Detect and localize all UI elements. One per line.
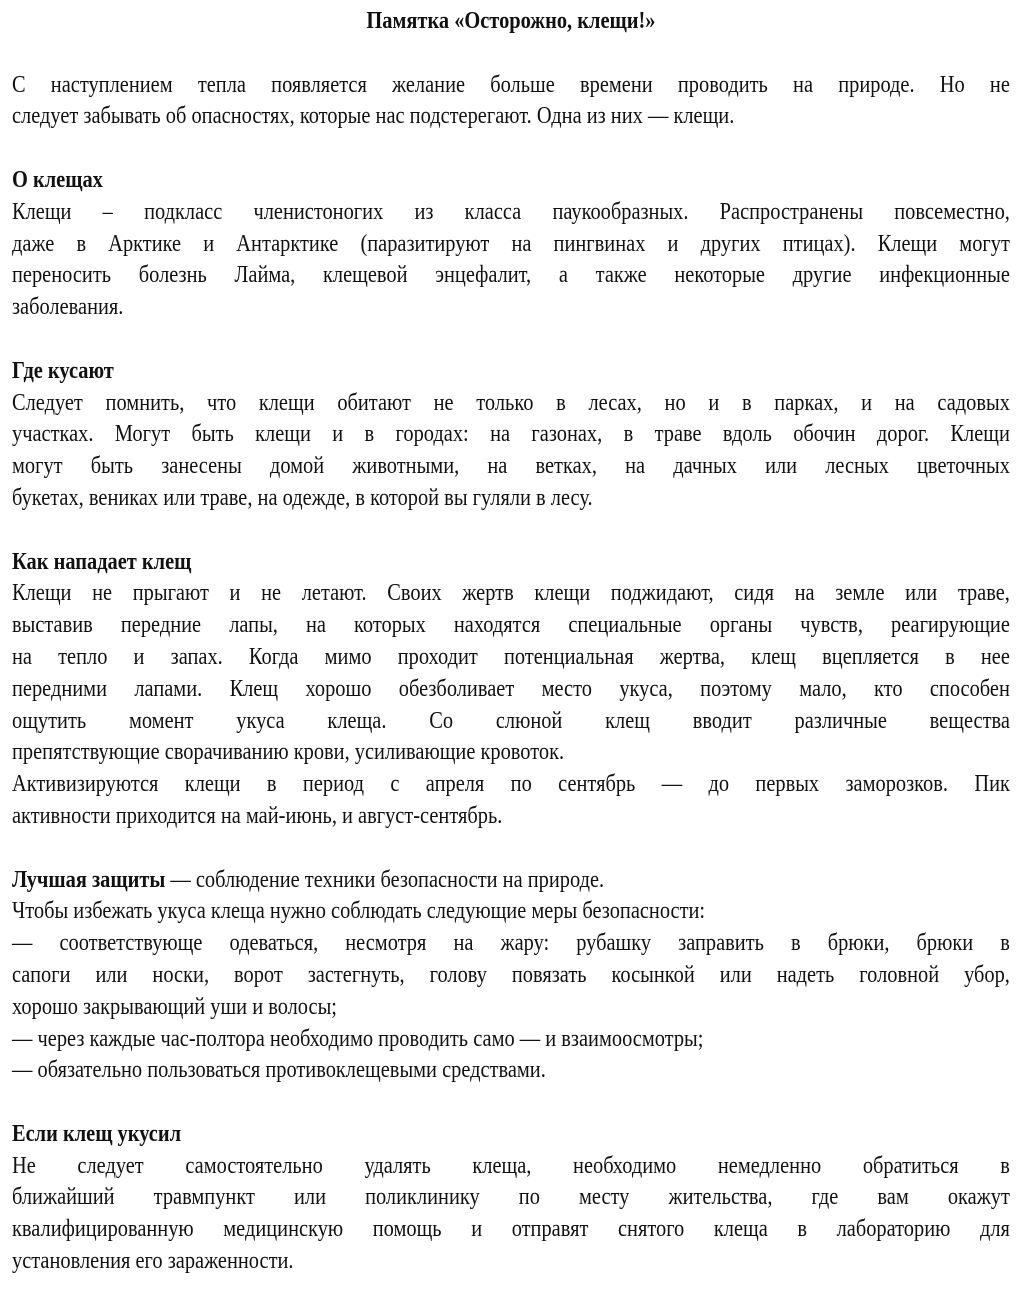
text-line: — обязательно пользоваться противоклещевыми средствами. xyxy=(12,1057,546,1084)
section-heading: Где кусают xyxy=(12,357,114,384)
text-line: следует забывать об опасностях, которые нас подстерегают. Одна из них — клещи. xyxy=(12,103,735,130)
section-protection xyxy=(12,865,1010,1088)
section-heading xyxy=(12,865,1010,897)
text-line: ближайший травмпункт или поликлинику по месту жительства, где вам окажут xyxy=(12,1184,1010,1211)
intro-paragraph xyxy=(12,70,1010,134)
text-line: препятствующие сворачиванию крови, усиливающие кровоток. xyxy=(12,739,565,766)
text-line: — соответствующе одеваться, несмотря на жару: рубашку заправить в брюки, брюки в xyxy=(12,930,1010,957)
text-line: установления его зараженности. xyxy=(12,1248,294,1275)
section-where xyxy=(12,356,1010,515)
text-line: ощутить момент укуса клеща. Со слюной клещ вводит различные вещества xyxy=(12,707,1010,734)
document-title: Памятка «Осторожно, клещи!» xyxy=(366,8,656,34)
text-line: даже в Арктике и Антарктике (паразитируют на пингвинах и других птицах). Клещи могут xyxy=(12,230,1010,257)
text-line: квалифицированную медицинскую помощь и отправят снятого клеща в лабораторию для xyxy=(12,1216,1010,1243)
section-attack xyxy=(12,547,1010,833)
text-line: букетах, вениках или траве, на одежде, в которой вы гуляли в лесу. xyxy=(12,484,593,511)
section-heading: Если клещ укусил xyxy=(12,1120,182,1147)
text-line: С наступлением тепла появляется желание больше времени проводить на природе. Но не xyxy=(12,71,1010,98)
text-line: Следует помнить, что клещи обитают не только в лесах, но и в парках, и на садовых xyxy=(12,389,1010,416)
text-line: хорошо закрывающий уши и волосы; xyxy=(12,993,337,1020)
text-line: — через каждые час-полтора необходимо проводить само — и взаимоосмотры; xyxy=(12,1025,704,1052)
text-line: заболевания. xyxy=(12,294,124,321)
text-line: на тепло и запах. Когда мимо проходит потенциальная жертва, клещ вцепляется в нее xyxy=(12,643,1010,670)
text-line: выставив передние лапы, на которых находятся специальные органы чувств, реагирующие xyxy=(12,612,1010,639)
text-line: передними лапами. Клещ хорошо обезболивает место укуса, поэтому мало, кто способен xyxy=(12,675,1010,702)
section-heading: О клещах xyxy=(12,166,103,193)
text-line: Чтобы избежать укуса клеща нужно соблюдать следующие меры безопасности: xyxy=(12,898,706,925)
text-line: сапоги или носки, ворот застегнуть, голову повязать косынкой или надеть головной убор, xyxy=(12,961,1010,988)
section-about xyxy=(12,165,1010,324)
text-line: Клещи – подкласс членистоногих из класса паукообразных. Распространены повсеместно, xyxy=(12,198,1010,225)
text-line: Активизируются клещи в период с апреля по сентябрь — до первых заморозков. Пик xyxy=(12,771,1010,798)
heading-bold: Лучшая защиты xyxy=(12,866,166,893)
heading-rest: — соблюдение техники безопасности на природе. xyxy=(165,866,605,893)
document xyxy=(12,6,1010,1278)
text-line: Клещи не прыгают и не летают. Своих жертв клещи поджидают, сидя на земле или траве, xyxy=(12,580,1010,607)
text-line: переносить болезнь Лайма, клещевой энцефалит, а также некоторые другие инфекционные xyxy=(12,262,1010,289)
text-line: могут быть занесены домой животными, на ветках, на дачных или лесных цветочных xyxy=(12,453,1010,480)
text-line: Не следует самостоятельно удалять клеща, необходимо немедленно обратиться в xyxy=(12,1152,1010,1179)
text-line: активности приходится на май-июнь, и август-сентябрь. xyxy=(12,802,503,829)
section-bite xyxy=(12,1119,1010,1278)
text-line: участках. Могут быть клещи и в городах: на газонах, в траве вдоль обочин дорог. Клещи xyxy=(12,421,1010,448)
section-heading: Как нападает клещ xyxy=(12,548,192,575)
